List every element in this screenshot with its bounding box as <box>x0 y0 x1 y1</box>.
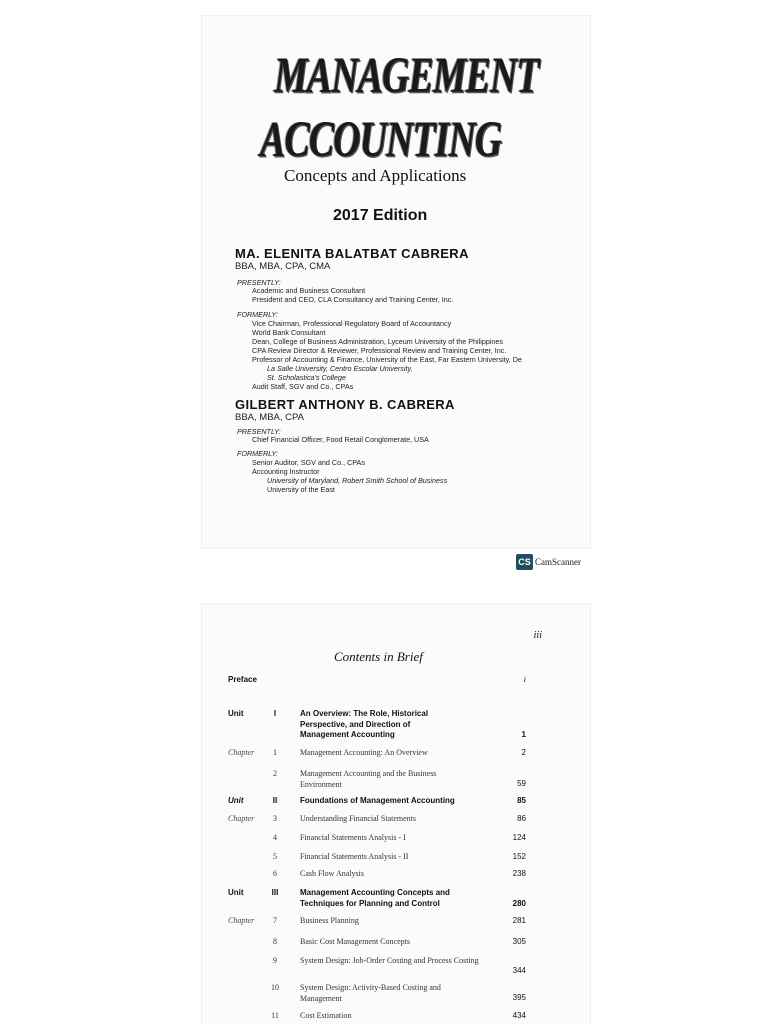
toc-row-number: 5 <box>273 852 277 861</box>
author2-credentials: BBA, MBA, CPA <box>235 412 304 423</box>
toc-row-page: 344 <box>512 966 526 975</box>
author1-formerly-item: La Salle University, Centro Escolar University, <box>267 364 413 373</box>
author1-formerly-item: CPA Review Director & Reviewer, Professional Review and Training Center, Inc. <box>252 346 507 355</box>
author2-formerly-item: University of Maryland, Robert Smith School of Business <box>267 476 448 485</box>
toc-row-title: Business Planning <box>300 916 359 925</box>
toc-row-title: Foundations of Management Accounting <box>300 796 455 805</box>
toc-row-page: 434 <box>512 1011 526 1020</box>
author2-formerly-item: Senior Auditor, SGV and Co., CPAs <box>252 458 365 467</box>
toc-row-page: 1 <box>521 730 526 739</box>
toc-row-page: 305 <box>512 937 526 946</box>
author1-formerly-item: Dean, College of Business Administration, Lyceum University of the Philippines <box>252 337 504 346</box>
author1-formerly-label: FORMERLY: <box>237 310 279 319</box>
author1-formerly-item: St. Scholastica's College <box>267 373 346 382</box>
author1-formerly-item: Vice Chairman, Professional Regulatory Board of Accountancy <box>252 319 452 328</box>
toc-row-label: Chapter <box>228 748 255 757</box>
toc-row-number: 7 <box>273 916 277 925</box>
toc-row-title: Cost Estimation <box>300 1011 352 1020</box>
toc-row-title: Cash Flow Analysis <box>300 869 365 878</box>
author1-formerly-item: Audit Staff, SGV and Co., CPAs <box>252 382 354 391</box>
toc-row-number: 6 <box>273 869 277 878</box>
toc-row-title: System Design: Activity-Based Costing and Management <box>300 983 441 1003</box>
contents-page <box>202 604 590 1024</box>
toc-row-number: I <box>273 709 277 718</box>
contents-title: Contents in Brief <box>334 649 423 664</box>
toc-row-page: 395 <box>512 993 526 1002</box>
author1-presently-label: PRESENTLY: <box>237 278 281 287</box>
toc-row-label: Chapter <box>228 916 255 925</box>
author2-formerly-label: FORMERLY: <box>237 449 279 458</box>
toc-row-number: 3 <box>273 814 277 823</box>
toc-row-number: 10 <box>271 983 279 992</box>
toc-row-label: Unit <box>228 888 244 897</box>
toc-row-page: 238 <box>512 869 526 878</box>
toc-row-page: 59 <box>517 779 526 788</box>
edition: 2017 Edition <box>333 207 428 224</box>
book-subtitle: Concepts and Applications <box>284 166 467 185</box>
toc-row-title: An Overview: The Role, Historical Perspective, and Direction of Management Accounting <box>300 709 429 739</box>
book-title-line2: ACCOUNTING <box>260 111 502 169</box>
book-title-line1: MANAGEMENT <box>274 47 539 105</box>
author2-formerly-item: Accounting Instructor <box>252 467 320 476</box>
toc-row-title: Management Accounting Concepts and Techniques for Planning and Control <box>300 888 450 908</box>
toc-row-title: Financial Statements Analysis - II <box>300 852 409 861</box>
toc-row-title: Basic Cost Management Concepts <box>300 937 410 946</box>
author2-name: GILBERT ANTHONY B. CABRERA <box>235 397 455 412</box>
preface-page: i <box>523 675 526 684</box>
preface-label: Preface <box>228 675 257 684</box>
toc-row-title: Management Accounting: An Overview <box>300 748 428 757</box>
toc-row-page: 2 <box>521 748 526 757</box>
page-number: iii <box>533 630 542 641</box>
author2-presently-label: PRESENTLY: <box>237 427 281 436</box>
author1-formerly-item: Professor of Accounting & Finance, University of the East, Far Eastern University, De <box>252 355 522 364</box>
toc-row-number: III <box>271 888 279 897</box>
author2-formerly-item: University of the East <box>267 485 335 494</box>
toc-row-page: 281 <box>512 916 526 925</box>
toc-row-page: 86 <box>517 814 526 823</box>
toc-row-page: 280 <box>512 899 526 908</box>
toc-row-label: Unit <box>228 709 244 718</box>
toc-row-page: 124 <box>512 833 526 842</box>
author1-formerly-item: World Bank Consultant <box>252 328 326 337</box>
toc-row-number: II <box>272 796 278 805</box>
author1-presently-item: Academic and Business Consultant <box>252 286 366 295</box>
author1-presently-item: President and CEO, CLA Consultancy and Training Center, Inc. <box>252 295 454 304</box>
toc-row-label: Chapter <box>228 814 255 823</box>
toc-row-number: 8 <box>273 937 277 946</box>
toc-row-label: Unit <box>228 796 244 805</box>
toc-row-page: 152 <box>512 852 526 861</box>
toc-row-page: 85 <box>517 796 526 805</box>
toc-row-number: 1 <box>273 748 277 757</box>
author1-credentials: BBA, MBA, CPA, CMA <box>235 261 331 272</box>
toc-row-title: Management Accounting and the Business Environment <box>300 769 437 789</box>
toc-row-title: Financial Statements Analysis - I <box>300 833 406 842</box>
camscanner-logo-icon: CS <box>516 554 533 570</box>
author2-presently-item: Chief Financial Officer, Food Retail Conglomerate, USA <box>252 435 429 444</box>
toc-row-title: Understanding Financial Statements <box>300 814 416 823</box>
toc-row-number: 4 <box>273 833 277 842</box>
camscanner-watermark <box>516 554 581 570</box>
toc-row-number: 2 <box>273 769 277 778</box>
toc-row-number: 11 <box>271 1011 279 1020</box>
title-page <box>202 16 590 548</box>
toc-row-number: 9 <box>273 956 277 965</box>
author1-name: MA. ELENITA BALATBAT CABRERA <box>235 246 469 261</box>
toc-row-title: System Design: Job-Order Costing and Process Costing <box>300 956 479 965</box>
camscanner-label: CamScanner <box>535 557 581 567</box>
